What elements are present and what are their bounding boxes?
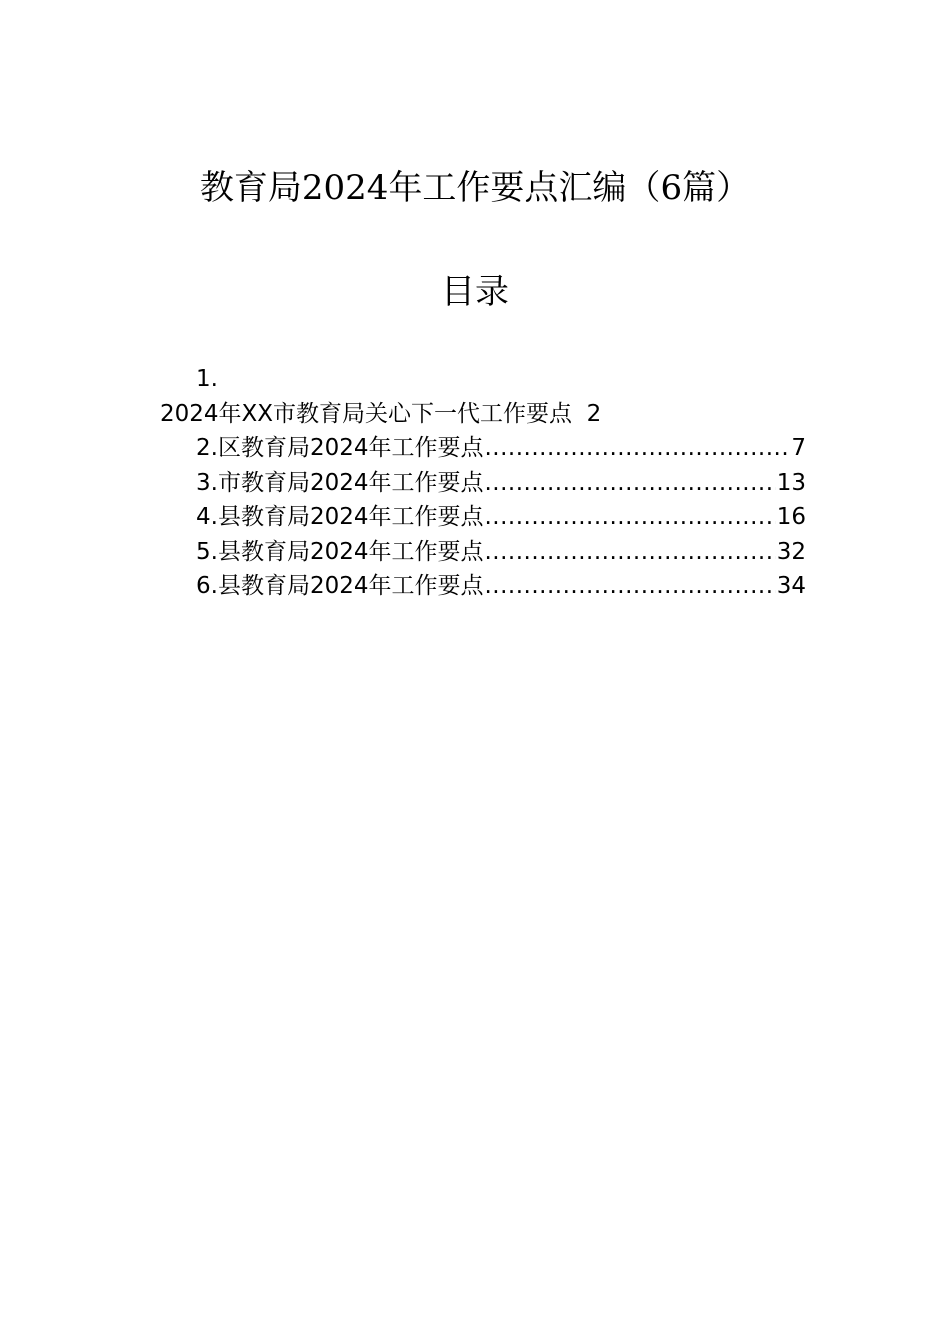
toc-entry-number: 2. <box>196 435 218 461</box>
document-title <box>0 164 950 212</box>
toc-heading: 目录 <box>441 272 509 312</box>
toc-entry-1-title: 2024年XX市教育局关心下一代工作要点 <box>160 400 573 427</box>
toc-entry-number: 6. <box>196 573 218 599</box>
toc-entry-page: 13 <box>776 469 806 496</box>
toc-entry-page: 32 <box>776 538 806 565</box>
toc-entry-number: 4. <box>196 504 218 530</box>
toc-entry-number: 3. <box>196 469 218 496</box>
dot-leader <box>485 569 776 604</box>
toc-entry-title: 县教育局2024年工作要点 <box>217 504 484 530</box>
title-prefix: 教育局 <box>199 168 302 208</box>
toc-entry-title: 县教育局2024年工作要点 <box>217 538 484 565</box>
toc-entry[interactable] <box>196 500 806 535</box>
toc-entry[interactable] <box>196 569 806 604</box>
title-year: 2024 <box>301 168 389 208</box>
title-suffix: 年工作要点汇编（ <box>388 168 661 208</box>
dot-leader <box>485 466 776 501</box>
toc-entry-title: 县教育局2024年工作要点 <box>217 573 484 599</box>
toc-entry[interactable] <box>196 535 806 570</box>
dot-leader <box>485 431 791 466</box>
dot-leader <box>485 535 776 570</box>
toc-entry[interactable] <box>196 466 806 501</box>
toc-entry-title: 区教育局2024年工作要点 <box>217 435 484 461</box>
title-count: 6 <box>660 168 683 208</box>
toc-entry-page: 34 <box>776 573 806 599</box>
toc-entry-1[interactable] <box>160 397 601 432</box>
toc-entry-1-page: 2 <box>586 400 602 427</box>
toc-entry-title: 市教育局2024年工作要点 <box>217 469 484 496</box>
toc-entry[interactable] <box>196 431 806 466</box>
toc-entry-1-number[interactable]: 1. <box>196 366 218 392</box>
dot-leader <box>485 500 776 535</box>
toc-entry-page: 7 <box>791 435 806 461</box>
title-end: 篇） <box>682 168 751 208</box>
toc-entry-number: 5. <box>196 538 218 565</box>
toc-entry-page: 16 <box>776 504 806 530</box>
